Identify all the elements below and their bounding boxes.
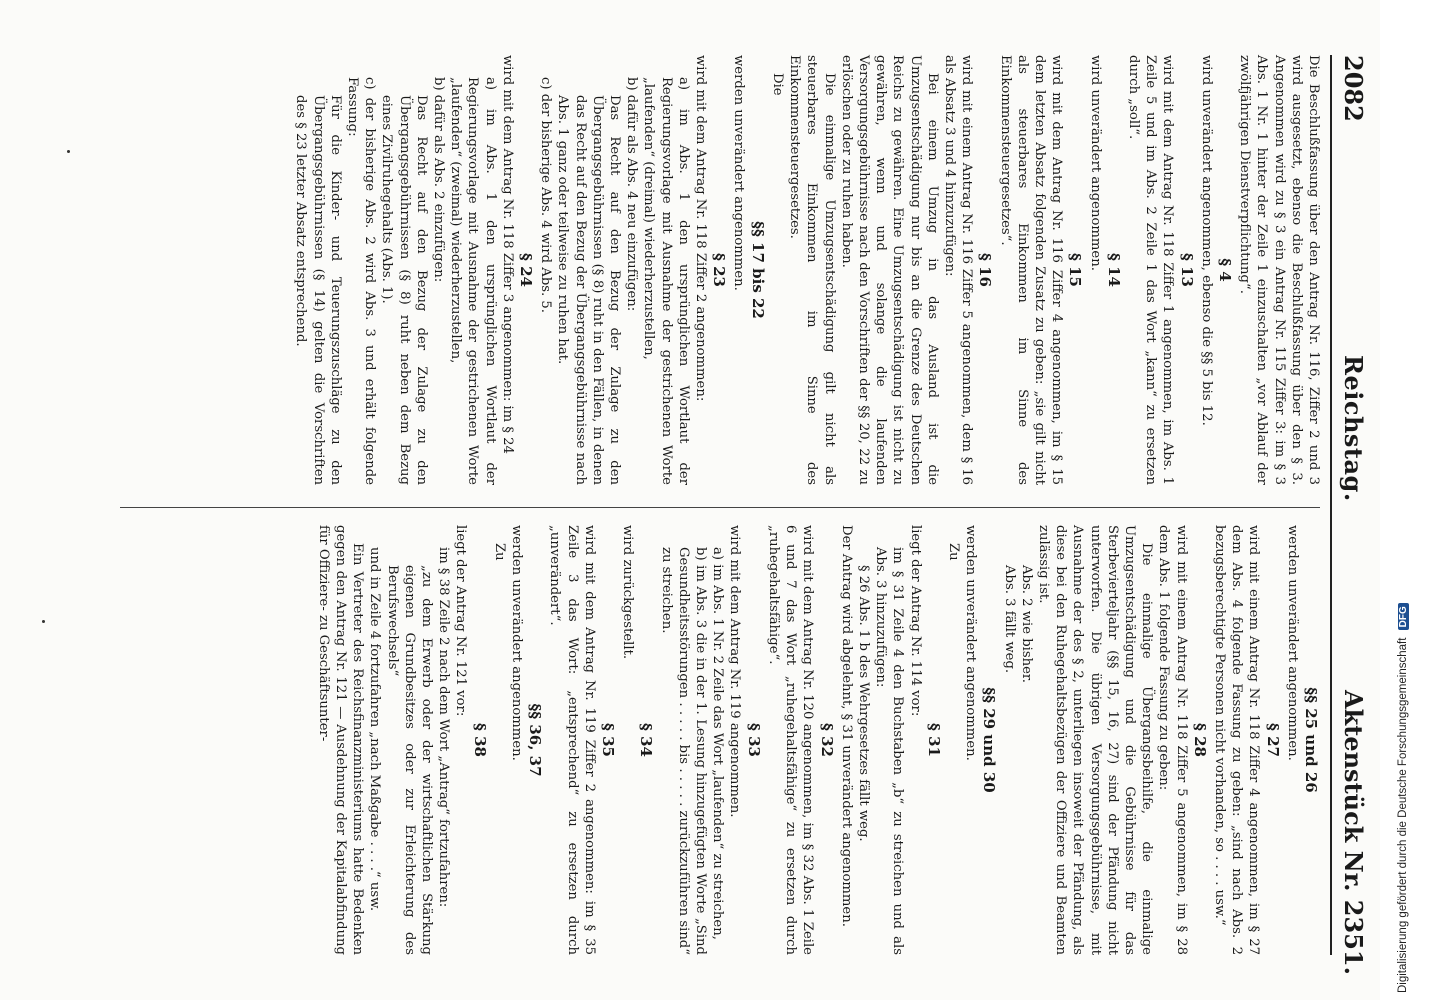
paragraph: Die einmalige Umzugsentschädigung gilt nicht als steuerbares Einkommen im Sinne des Einkommensteuergesetzes. [787, 55, 837, 485]
section-heading: § 16 [976, 253, 995, 287]
paragraph: wird mit dem Antrag Nr. 116 Ziffer 4 angenommen, im § 15 dem letzten Absatz folgenden Zusatz zu geben: „sie gilt nicht als steuerbares Einkommen im Sinne des Einkommensteuergesetzes“. [997, 55, 1065, 485]
section-heading: § 35 [599, 723, 618, 757]
left-column [292, 55, 1322, 485]
paragraph: werden unverändert angenommen. [509, 525, 525, 761]
paragraph: werden unverändert angenommen. [731, 55, 747, 291]
paragraph: werden unverändert angenommen. [1284, 525, 1300, 761]
paragraph: Bei einem Umzug in das Ausland ist die Umzugsentschädigung nur bis an die Grenze des Deutschen Reichs zu gewähren. Eine Umzugsentschädigung ist nicht zu gewähren, wenn und solange die laufenden Versorgungsgebührnisse nach den Vorschriften der §§ 20, 22 zu erlöschen oder zu ruhen haben. [838, 55, 940, 485]
section-heading: §§ 29 und 30 [980, 687, 999, 793]
section-heading: § 34 [637, 723, 656, 757]
paragraph: Die [769, 73, 785, 96]
section-heading: § 4 [1215, 258, 1234, 282]
page-number: 2082 [1339, 55, 1368, 122]
scan-speck [42, 620, 45, 623]
paragraph: Für die Kinder- und Teuerungszuschläge zu den Übergangsgebührnissen (§ 14) gelten die Vorschriften des § 23 letzter Absatz entsprechend. [293, 95, 343, 485]
paragraph: a) im Abs. 1 den ursprünglichen Wortlaut der Regierungsvorlage mit Ausnahme der gestrichenen Worte „laufenden“ (zweimal) wiederherzustellen, [448, 77, 498, 485]
paragraph: im § 31 Zeile 4 den Buchstaben „b“ zu streichen und als Abs. 3 hinzuzufügen: [873, 547, 906, 955]
dfg-logo: DFG [1398, 603, 1409, 630]
column-divider [120, 507, 1320, 508]
paragraph: wird mit dem Antrag Nr. 119 Ziffer 2 angenommen: im § 35 Zeile 3 das Wort: „entsprechend“ zu ersetzen durch „unverändert“. [547, 525, 597, 955]
paragraph: liegt der Antrag Nr. 114 vor: [907, 525, 923, 717]
paragraph: wird mit dem Antrag Nr. 119 angenommen. [727, 525, 743, 818]
paragraph: Abs. 3 fällt weg. [1001, 565, 1017, 674]
paragraph: Der Antrag wird abgelehnt, § 31 unverändert angenommen. [838, 525, 854, 927]
section-heading: § 13 [1177, 253, 1196, 287]
header-rule [1330, 55, 1332, 955]
section-heading: § 27 [1263, 723, 1282, 757]
section-heading: §§ 25 und 26 [1302, 687, 1320, 793]
header-title: Reichstag. [1339, 355, 1368, 502]
section-heading: § 15 [1066, 253, 1085, 287]
paragraph: wird mit einem Antrag Nr. 118 Ziffer 5 angenommen, im § 28 dem Abs. 1 folgende Fassung zu geben: [1156, 525, 1189, 955]
section-heading: § 38 [470, 723, 489, 757]
paragraph: wird mit einem Antrag Nr. 118 Ziffer 4 angenommen, im § 27 dem Abs. 4 folgende Fassung zu geben: „sind nach Abs. 2 bezugsberechtigte Personen nicht vorhanden, so . . . . usw.“ [1211, 525, 1262, 955]
paragraph: § 26 Abs. 1 b des Wehrgesetzes fällt weg. [855, 565, 871, 842]
section-heading: §§ 17 bis 22 [748, 221, 767, 319]
paragraph: wird mit dem Antrag Nr. 118 Ziffer 1 angenommen, im Abs. 1 Zeile 5 und im Abs. 2 Zeile 1 das Wort „kann“ zu ersetzen durch „soll“. [1125, 55, 1176, 485]
paragraph: wird mit dem Antrag Nr. 118 Ziffer 3 angenommen: im § 24 [499, 55, 515, 454]
section-heading: § 32 [817, 723, 836, 757]
paragraph: wird unverändert angenommen. [1087, 55, 1103, 271]
section-heading: § 24 [517, 253, 536, 287]
paragraph: Zu [945, 543, 961, 561]
paragraph: Zu [491, 543, 507, 561]
paragraph: wird unverändert angenommen, ebenso die §§ 5 bis 12. [1198, 55, 1214, 426]
section-heading: § 28 [1190, 723, 1209, 757]
paragraph: „zu dem Erwerb oder der wirtschaftlichen Stärkung eigenen Grundbesitzes oder zur Erleichterung des Berufswechsels“ [384, 565, 435, 955]
paragraph: Das Recht auf den Bezug der Zulage zu den Übergangsgebührnissen (§ 8) ruht in den Fällen, in denen das Recht auf den Bezug der Übergangsgebührnisse nach Abs. 1 ganz oder teilweise zu ruhen hat. [555, 95, 623, 485]
digitization-credit [1397, 3, 1419, 993]
paragraph: im § 38 Zeile 2 nach dem Wort „Antrag“ fortzufahren: [436, 547, 452, 908]
section-heading: § 23 [710, 253, 729, 287]
paragraph: wird mit dem Antrag Nr. 118 Ziffer 2 angenommen: [693, 55, 709, 402]
paragraph: a) im Abs. 1 den ursprünglichen Wortlaut der Regierungsvorlage mit Ausnahme der gestrichenen Worte „laufenden“ (dreimal) wiederherzustellen, [641, 77, 691, 485]
paragraph: Die einmalige Übergangsbeihilfe, die einmalige Umzugsentschädigung und die Gebührnisse für das Sterbevierteljahr (§§ 15, 16, 27) sind der Pfändung nicht unterworfen. Die übrigen Versorgungsgebührnisse, mit Ausnahme der des § 2, unterliegen insoweit der Pfändung, als diese bei den Ruhegehaltsbezügen der Offiziere und Beamten zulässig ist. [1035, 525, 1155, 955]
paragraph: b) dafür als Abs. 2 einzufügen: [431, 77, 447, 283]
section-heading: § 14 [1104, 253, 1123, 287]
paragraph: c) der bisherige Abs. 2 wird Abs. 3 und erhält folgende Fassung: [345, 77, 378, 485]
paragraph: b) dafür als Abs. 4 neu einzufügen: [624, 77, 640, 312]
paragraph: wird mit dem Antrag Nr. 120 angenommen, im § 32 Abs. 1 Zeile 6 und 7 das Wort „ruhegehaltsfähige“ zu ersetzen durch „ruhegehaltsfähige“. [765, 525, 816, 955]
section-heading: §§ 36, 37 [526, 703, 545, 777]
paragraph: Abs. 2 wie bisher. [1018, 565, 1034, 683]
right-column [315, 525, 1322, 955]
section-heading: § 31 [924, 723, 943, 757]
paragraph: wird zurückgestellt. [620, 525, 636, 660]
credit-text: Digitalisierung gefördert durch die Deutsche Forschungsgemeinschaft [1397, 637, 1409, 993]
paragraph: c) der bisherige Abs. 4 wird Abs. 5. [538, 77, 554, 313]
paragraph: a) im Abs. 1 Nr. 2 Zeile das Wort „laufenden“ zu streichen, [710, 547, 726, 940]
scan-speck [67, 150, 70, 153]
paragraph: Ein Vertreter des Reichsfinanzministeriums hatte Bedenken gegen den Antrag Nr. 121 — Ausdehnung der Kapitalabfindung für Offiziere- zu Geschäftsunter- [315, 525, 366, 955]
paragraph: Das Recht auf den Bezug der Zulage zu den Übergangsgebührnissen (§ 8) ruht neben dem Bezug eines Zivilruhegehalts (Abs. 1). [379, 95, 429, 485]
paragraph: wird mit einem Antrag Nr. 116 Ziffer 5 angenommen, dem § 16 als Absatz 3 und 4 hinzuzufügen: [941, 55, 975, 485]
paragraph: b) im Abs. 3 die in der 1. Lesung hinzugefügten Worte „Sind Gesundheitsstörungen . . . . . bis . . . . . zurückzuführen sind“ zu streichen. [658, 547, 709, 955]
paragraph: Die Beschlußfassung über den Antrag Nr. 116, Ziffer 2 und 3 wird ausgesetzt, ebenso die Beschlußfassung über den § 3. Angenommen wird zu § 3 ein Antrag Nr. 115 Ziffer 3: im § 3 Abs. 1 Nr. 1 hinter der Zeile 1 einzuschalten „vor Ablauf der zwölfjährigen Dienstverpflichtung“. [1237, 55, 1321, 485]
page-header [1320, 0, 1380, 1000]
paragraph: liegt der Antrag Nr. 121 vor: [453, 525, 469, 717]
paragraph: und in Zeile 4 fortzufahren „nach Maßgabe . . . .“ usw. [367, 547, 383, 912]
paragraph: werden unverändert angenommen. [963, 525, 979, 761]
document-number: Aktenstück Nr. 2351. [1339, 690, 1368, 975]
section-heading: § 33 [744, 723, 763, 757]
